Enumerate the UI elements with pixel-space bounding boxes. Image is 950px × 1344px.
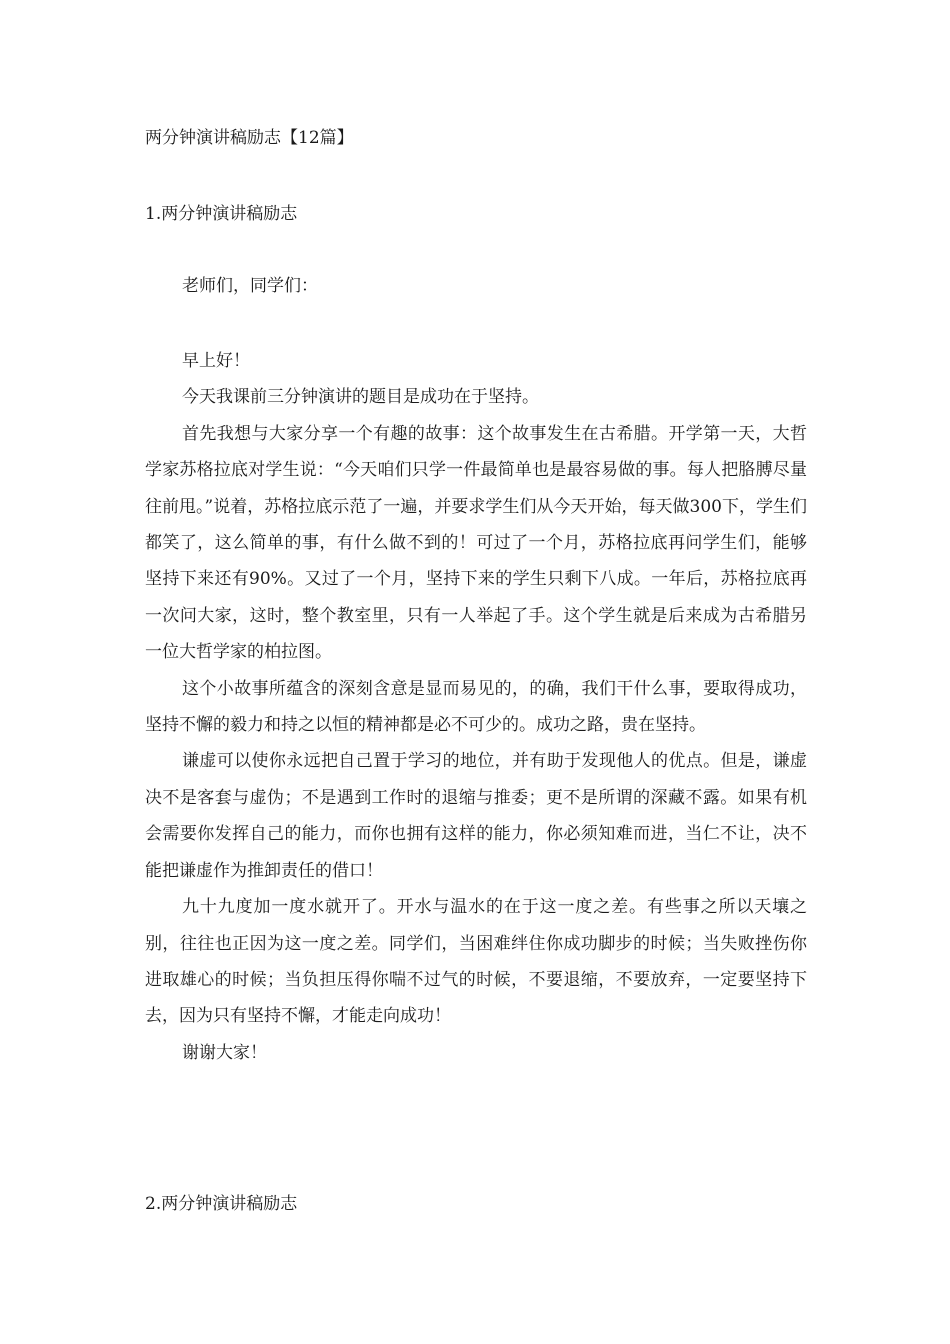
section-heading-2: 2.两分钟演讲稿励志 [145, 1194, 298, 1214]
paragraph-thanks: 谢谢大家！ [182, 1042, 267, 1063]
document-title: 两分钟演讲稿励志【12篇】 [145, 128, 354, 148]
salutation: 老师们，同学们： [182, 276, 318, 296]
section-heading-1: 1.两分钟演讲稿励志 [145, 204, 298, 224]
paragraph-greeting: 早上好！ [182, 351, 250, 371]
paragraph-story: 首先我想与大家分享一个有趣的故事：这个故事发生在古希腊。开学第一天，大哲学家苏格拉底对学生说：“今天咱们只学一件最简单也是最容易做的事。每人把胳膊尽量往前甩。”说着，苏格拉底示范了一遍，并要求学生们从今天开始，每天做300下，学生们都笑了，这么简单的事，有什么做不到的！可过了一个月，苏格拉底再问学生们，能够坚持下来还有90%。又过了一个月，坚持下来的学生只剩下八成。一年后，苏格拉底再一次问大家，这时，整个教室里，只有一人举起了手。这个学生就是后来成为古希腊另一位大哲学家的柏拉图。 [145, 423, 807, 663]
speech-body [145, 343, 807, 1071]
paragraph-meaning: 这个小故事所蕴含的深刻含意是显而易见的，的确，我们干什么事，要取得成功，坚持不懈的毅力和持之以恒的精神都是必不可少的。成功之路，贵在坚持。 [145, 678, 807, 736]
paragraph-topic: 今天我课前三分钟演讲的题目是成功在于坚持。 [182, 387, 539, 408]
paragraph-persistence: 九十九度加一度水就开了。开水与温水的在于这一度之差。有些事之所以天壤之别，往往也正因为这一度之差。同学们，当困难绊住你成功脚步的时候；当失败挫伤你进取雄心的时候；当负担压得你喘不过气的时候，不要退缩，不要放弃，一定要坚持下去，因为只有坚持不懈，才能走向成功！ [145, 897, 807, 1027]
paragraph-modesty: 谦虚可以使你永远把自己置于学习的地位，并有助于发现他人的优点。但是，谦虚决不是客套与虚伪；不是遇到工作时的退缩与推委；更不是所谓的深藏不露。如果有机会需要你发挥自己的能力，而你也拥有这样的能力，你必须知难而进，当仁不让，决不能把谦虚作为推卸责任的借口！ [145, 751, 807, 881]
